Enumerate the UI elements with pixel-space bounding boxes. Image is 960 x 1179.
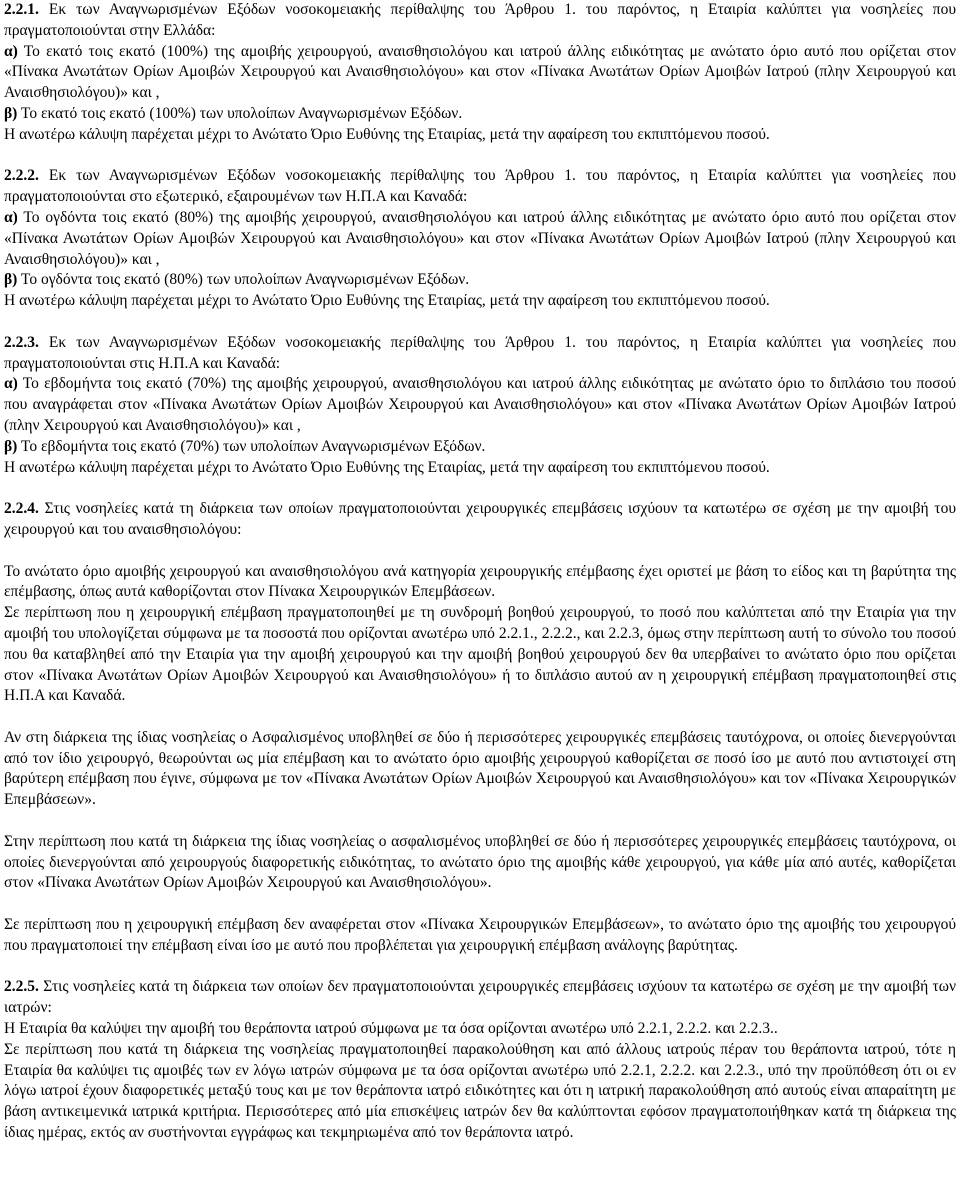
item-a: α) Το εβδομήντα τοις εκατό (70%) της αμοιβής χειρουργού, αναισθησιολόγου και ιατρού άλλης ειδικότητας με ανώτατο όριο το διπλάσιο του ποσού που αναγράφεται στον «Πίνακα Ανωτάτων Ορίων Αμοιβών Χειρουργού και Αναισθησιολόγου» και στον «Πίνακα Ανωτάτων Ορίων Αμοιβών Ιατρού (πλην Χειρουργού και Αναισθησιολόγου)» και ,	[4, 375, 956, 434]
document-page	[4, 0, 956, 1144]
paragraph-gap	[4, 707, 956, 728]
section-2-2-3	[4, 333, 956, 479]
item-a: α) Το ογδόντα τοις εκατό (80%) της αμοιβής χειρουργού, αναισθησιολόγου και ιατρού άλλης ειδικότητας με ανώτατο όριο αυτό που ορίζεται στον «Πίνακα Ανωτάτων Ορίων Αμοιβών Χειρουργού και Αναισθησιολόγου» και στον «Πίνακα Ανωτάτων Ορίων Αμοιβών Ιατρού (πλην Χειρουργού και Αναισθησιολόγου)» και ,	[4, 208, 956, 268]
section-intro: 2.2.1. Εκ των Αναγνωρισμένων Εξόδων νοσοκομειακής περίθαλψης του Άρθρου 1. του παρόντος, η Εταιρία καλύπτει για νοσηλείες που πραγματοποιούνται στην Ελλάδα:	[4, 1, 956, 39]
section-number: 2.2.4.	[4, 500, 39, 518]
item-label: α)	[4, 42, 18, 60]
item-b: β) Το ογδόντα τοις εκατό (80%) των υπολοίπων Αναγνωρισμένων Εξόδων.	[4, 271, 470, 289]
section-intro: 2.2.3. Εκ των Αναγνωρισμένων Εξόδων νοσοκομειακής περίθαλψης του Άρθρου 1. του παρόντος, η Εταιρία καλύπτει για νοσηλείες που πραγματοποιούνται στις Η.Π.Α και Καναδά:	[4, 333, 956, 372]
item-label: α)	[4, 375, 18, 393]
section-number: 2.2.5.	[4, 978, 39, 996]
item-label: β)	[4, 104, 18, 122]
item-b: β) Το εκατό τοις εκατό (100%) των υπολοίπων Αναγνωρισμένων Εξόδων.	[4, 104, 463, 122]
section-2-2-2	[4, 166, 956, 312]
section-2-2-1	[4, 0, 956, 146]
section-intro: 2.2.2. Εκ των Αναγνωρισμένων Εξόδων νοσοκομειακής περίθαλψης του Άρθρου 1. του παρόντος, η Εταιρία καλύπτει για νοσηλείες που πραγματοποιούνται στο εξωτερικό, εξαιρουμένων των Η.Π.Α και Καναδά:	[4, 167, 956, 206]
paragraph: Στην περίπτωση που κατά τη διάρκεια της ίδιας νοσηλείας ο ασφαλισμένος υποβληθεί σε δύο ή περισσότερες χειρουργικές επεμβάσεις ταυτόχρονα, οι οποίες διενεργούνται από χειρουργούς διαφορετικής ειδικότητας, το ανώτατο όριο της αμοιβής κάθε χειρουργού, για κάθε μία από αυτές, καθορίζεται στον «Πίνακα Ανωτάτων Ορίων Αμοιβών Χειρουργού και Αναισθησιολόγου».	[4, 832, 956, 892]
section-number: 2.2.3.	[4, 333, 39, 351]
paragraph: Σε περίπτωση που κατά τη διάρκεια της νοσηλείας πραγματοποιηθεί παρακολούθηση και από άλλους ιατρούς πέραν του θεράποντα ιατρού, τότε η Εταιρία θα καλύψει τις αμοιβές των εν λόγω ιατρών σύμφωνα με τα όσα ορίζονται ανωτέρω υπό 2.2.1, 2.2.2. και 2.2.3., υπό την προϋπόθεση ότι οι εν λόγω ιατροί έχουν διαφορετικές μεταξύ τους και με τον θεράποντα ιατρό ειδικότητες και ότι η ιατρική παρακολούθηση από αυτούς είναι απαραίτητη με βάση αντικειμενικά ιατρικά κριτήρια. Περισσότερες από μία επισκέψεις ιατρών δεν θα καλύπτονται εφόσον πραγματοποιήθηκαν κατά τη διάρκεια της ίδιας ημέρας, εκτός αν συστήνονται εγγράφως και τεκμηριωμένα από τον θεράποντα ιατρό.	[4, 1040, 956, 1142]
paragraph-gap	[4, 811, 956, 832]
coverage-note: Η ανωτέρω κάλυψη παρέχεται μέχρι το Ανώτατο Όριο Ευθύνης της Εταιρίας, μετά την αφαίρεση του εκπιπτόμενου ποσού.	[4, 125, 770, 143]
paragraph-gap	[4, 541, 956, 562]
item-label: β)	[4, 437, 18, 455]
coverage-note: Η ανωτέρω κάλυψη παρέχεται μέχρι το Ανώτατο Όριο Ευθύνης της Εταιρίας, μετά την αφαίρεση του εκπιπτόμενου ποσού.	[4, 458, 770, 476]
coverage-note: Η ανωτέρω κάλυψη παρέχεται μέχρι το Ανώτατο Όριο Ευθύνης της Εταιρίας, μετά την αφαίρεση του εκπιπτόμενου ποσού.	[4, 292, 770, 310]
paragraph: Σε περίπτωση που η χειρουργική επέμβαση πραγματοποιηθεί με τη συνδρομή βοηθού χειρουργού, το ποσό που καλύπτεται από την Εταιρία για την αμοιβή του υπολογίζεται σύμφωνα με τα ποσοστά που ορίζονται ανωτέρω υπό 2.2.1., 2.2.2., και 2.2.3, όμως στην περίπτωση αυτή το σύνολο του ποσού που θα καταβληθεί από την Εταιρία για την αμοιβή χειρουργού και την αμοιβή βοηθού χειρουργού δεν θα υπερβαίνει το ανώτατο όριο που ορίζεται στον «Πίνακα Ανωτάτων Ορίων Αμοιβών Χειρουργού και Αναισθησιολόγου» ή το διπλάσιο αυτού αν η χειρουργική επέμβαση πραγματοποιηθεί στις Η.Π.Α και Καναδά.	[4, 604, 956, 705]
item-b: β) Το εβδομήντα τοις εκατό (70%) των υπολοίπων Αναγνωρισμένων Εξόδων.	[4, 437, 486, 455]
item-label: α)	[4, 208, 18, 226]
paragraph: Σε περίπτωση που η χειρουργική επέμβαση δεν αναφέρεται στον «Πίνακα Χειρουργικών Επεμβάσεων», το ανώτατο όριο της αμοιβής του χειρουργού που πραγματοποιεί την επέμβαση είναι ίσο με αυτό που προβλέπεται για χειρουργική επέμβαση ανάλογης βαρύτητας.	[4, 916, 956, 954]
section-number: 2.2.2.	[4, 167, 39, 185]
item-label: β)	[4, 271, 18, 289]
paragraph: Το ανώτατο όριο αμοιβής χειρουργού και αναισθησιολόγου ανά κατηγορία χειρουργικής επέμβασης έχει οριστεί με βάση το είδος και τη βαρύτητα της επέμβασης, όπως αυτά καθορίζονται στον Πίνακα Χειρουργικών Επεμβάσεων.	[4, 562, 956, 601]
section-number: 2.2.1.	[4, 1, 39, 18]
paragraph-gap	[4, 894, 956, 915]
item-a: α) Το εκατό τοις εκατό (100%) της αμοιβής χειρουργού, αναισθησιολόγου και ιατρού άλλης ειδικότητας με ανώτατο όριο αυτό που ορίζεται στον «Πίνακα Ανωτάτων Ορίων Αμοιβών Χειρουργού και Αναισθησιολόγου» και στον «Πίνακα Ανωτάτων Ορίων Αμοιβών Ιατρού (πλην Χειρουργού και Αναισθησιολόγου)» και ,	[4, 42, 956, 102]
section-2-2-4	[4, 499, 956, 957]
paragraph: Η Εταιρία θα καλύψει την αμοιβή του θεράποντα ιατρού σύμφωνα με τα όσα ορίζονται ανωτέρω υπό 2.2.1, 2.2.2. και 2.2.3..	[4, 1020, 778, 1038]
section-2-2-5	[4, 977, 956, 1143]
section-intro: 2.2.5. Στις νοσηλείες κατά τη διάρκεια των οποίων δεν πραγματοποιούνται χειρουργικές επεμβάσεις ισχύουν τα κατωτέρω σε σχέση με την αμοιβή των ιατρών:	[4, 978, 956, 1017]
section-intro: 2.2.4. Στις νοσηλείες κατά τη διάρκεια των οποίων πραγματοποιούνται χειρουργικές επεμβάσεις ισχύουν τα κατωτέρω σε σχέση με την αμοιβή του χειρουργού και του αναισθησιολόγου:	[4, 500, 956, 538]
paragraph: Αν στη διάρκεια της ίδιας νοσηλείας ο Ασφαλισμένος υποβληθεί σε δύο ή περισσότερες χειρουργικές επεμβάσεις ταυτόχρονα, οι οποίες διενεργούνται από τον ίδιο χειρουργό, θεωρούνται ως μία επέμβαση και το ανώτατο όριο αμοιβής χειρουργού καθορίζεται σε ποσό ίσο με αυτό που αντιστοιχεί στη βαρύτερη επέμβαση που έγινε, σύμφωνα με τον «Πίνακα Ανωτάτων Ορίων Αμοιβών Χειρουργού και Αναισθησιολόγου» και τον «Πίνακα Χειρουργικών Επεμβάσεων».	[4, 728, 956, 809]
